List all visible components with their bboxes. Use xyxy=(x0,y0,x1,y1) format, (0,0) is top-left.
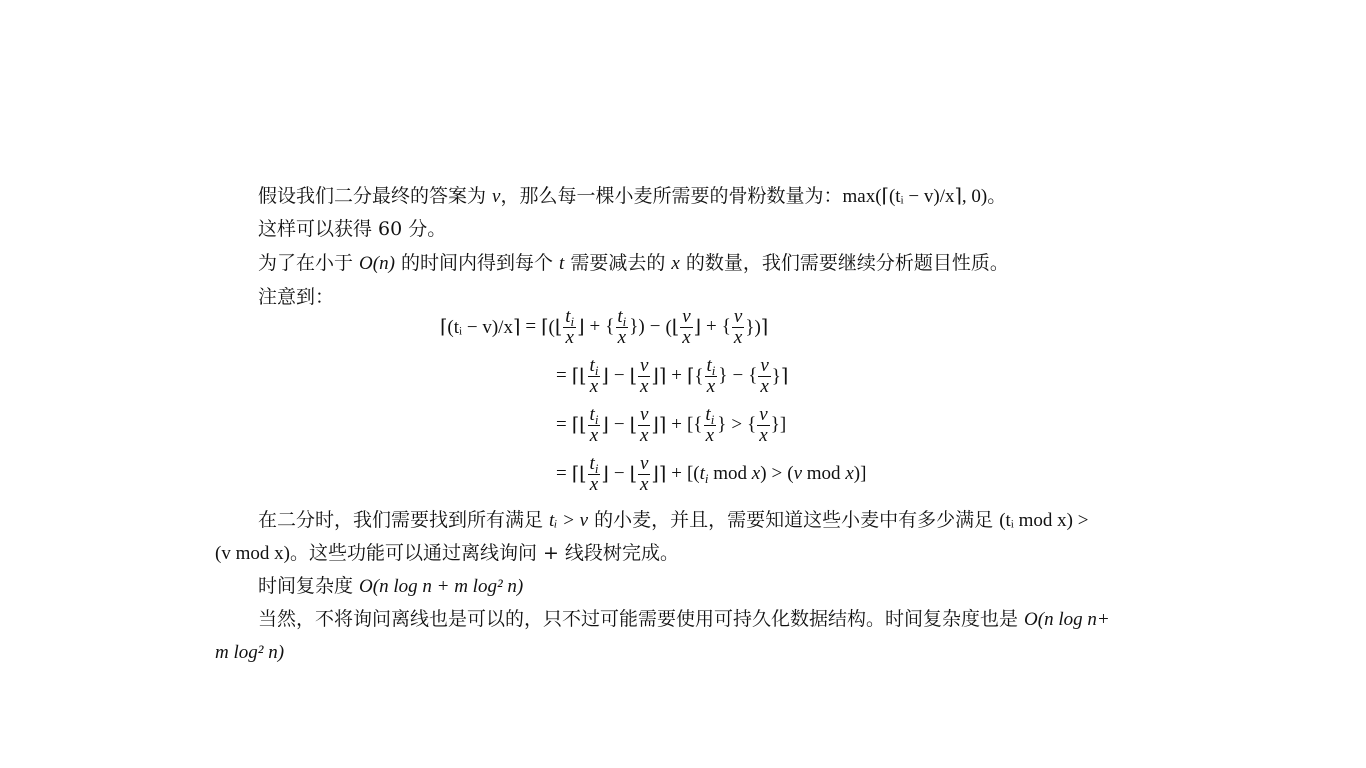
equation-row: ⌈(tᵢ − v)/x⌉ = ⌈(⌊ $\frac{t_i}{x}$ ⌋ + { $\frac{t_i}{x}$ }) − (⌊ $\frac{v}{x}$ ⌋ + { $\frac{v}{x}$ })⌉ xyxy=(440,305,769,348)
paragraph-binary-search-answer xyxy=(258,184,1006,209)
paragraph-analysis-intro xyxy=(258,251,1009,276)
math-t: t xyxy=(559,253,565,274)
text: 。这些功能可以通过离线询问 + 线段树完成。 xyxy=(289,542,679,564)
paragraph-online-alternative-cont xyxy=(215,640,284,665)
text: 时间复杂度 xyxy=(258,575,360,597)
paragraph-binary-search-detail-cont xyxy=(215,541,679,566)
math-complexity-2: O(n log n+ xyxy=(1024,609,1110,630)
text: 需要减去的 xyxy=(564,252,672,274)
text: 的小麦，并且，需要知道这些小麦中有多少满足 xyxy=(588,509,1000,531)
paragraph-note: 注意到： xyxy=(258,286,335,308)
text: 的数量，我们需要继续分析题目性质。 xyxy=(679,252,1009,274)
text: 。 xyxy=(987,185,1007,207)
equation-row: = ⌈⌊ $\frac{t_i}{x}$ ⌋ − ⌊ $\frac{v}{x}$ ⌋⌉ + [{ $\frac{t_i}{x}$ } > { $\frac{v}{x}$ }] xyxy=(551,401,786,449)
math-v: v xyxy=(492,186,501,207)
equals-sign: = xyxy=(525,316,537,337)
math-complexity-2-cont: m log² n) xyxy=(215,642,285,663)
paragraph-binary-search-detail xyxy=(258,508,1088,533)
math-x: x xyxy=(671,253,680,274)
math-v-mod-x: (v mod x) xyxy=(215,543,290,564)
equation-row: = ⌈⌊ $\frac{t_i}{x}$ ⌋ − ⌊ $\frac{v}{x}$ ⌋⌉ + ⌈{ $\frac{t_i}{x}$ } − { $\frac{v}{x}$ }⌉ xyxy=(551,352,788,400)
paragraph-60-points: 这样可以获得 60 分。 xyxy=(258,218,447,240)
paragraph-online-alternative xyxy=(258,607,1110,632)
text: 的时间内得到每个 xyxy=(394,252,560,274)
equals-sign: = xyxy=(556,365,567,386)
text: ，那么每一棵小麦所需要的骨粉数量为： xyxy=(500,185,843,207)
equation-lhs: ⌈(tᵢ − v)/x⌉ xyxy=(440,316,521,338)
text: 当然，不将询问离线也是可以的，只不过可能需要使用可持久化数据结构。时间复杂度也是 xyxy=(258,608,1025,630)
math-on: O(n) xyxy=(359,253,395,274)
equals-sign: = xyxy=(556,414,567,435)
equals-sign: = xyxy=(556,463,567,484)
equation-row: = ⌈⌊ $\frac{t_i}{x}$ ⌋ − ⌊ $\frac{v}{x}$ ⌋⌉ + [($t_i$ mod x) > (v mod x)] xyxy=(551,450,866,498)
paragraph-complexity xyxy=(258,574,523,599)
text: 在二分时，我们需要找到所有满足 xyxy=(258,509,550,531)
math-max-formula: max(⌈(tᵢ − v)/x⌉, 0) xyxy=(842,186,988,207)
math-complexity: O(n log n + m log² n) xyxy=(359,576,524,597)
text: 为了在小于 xyxy=(258,252,360,274)
math-condition-mod: (tᵢ mod x) > xyxy=(999,510,1089,531)
math-condition: tᵢ > v xyxy=(549,510,589,531)
text: 假设我们二分最终的答案为 xyxy=(258,185,493,207)
